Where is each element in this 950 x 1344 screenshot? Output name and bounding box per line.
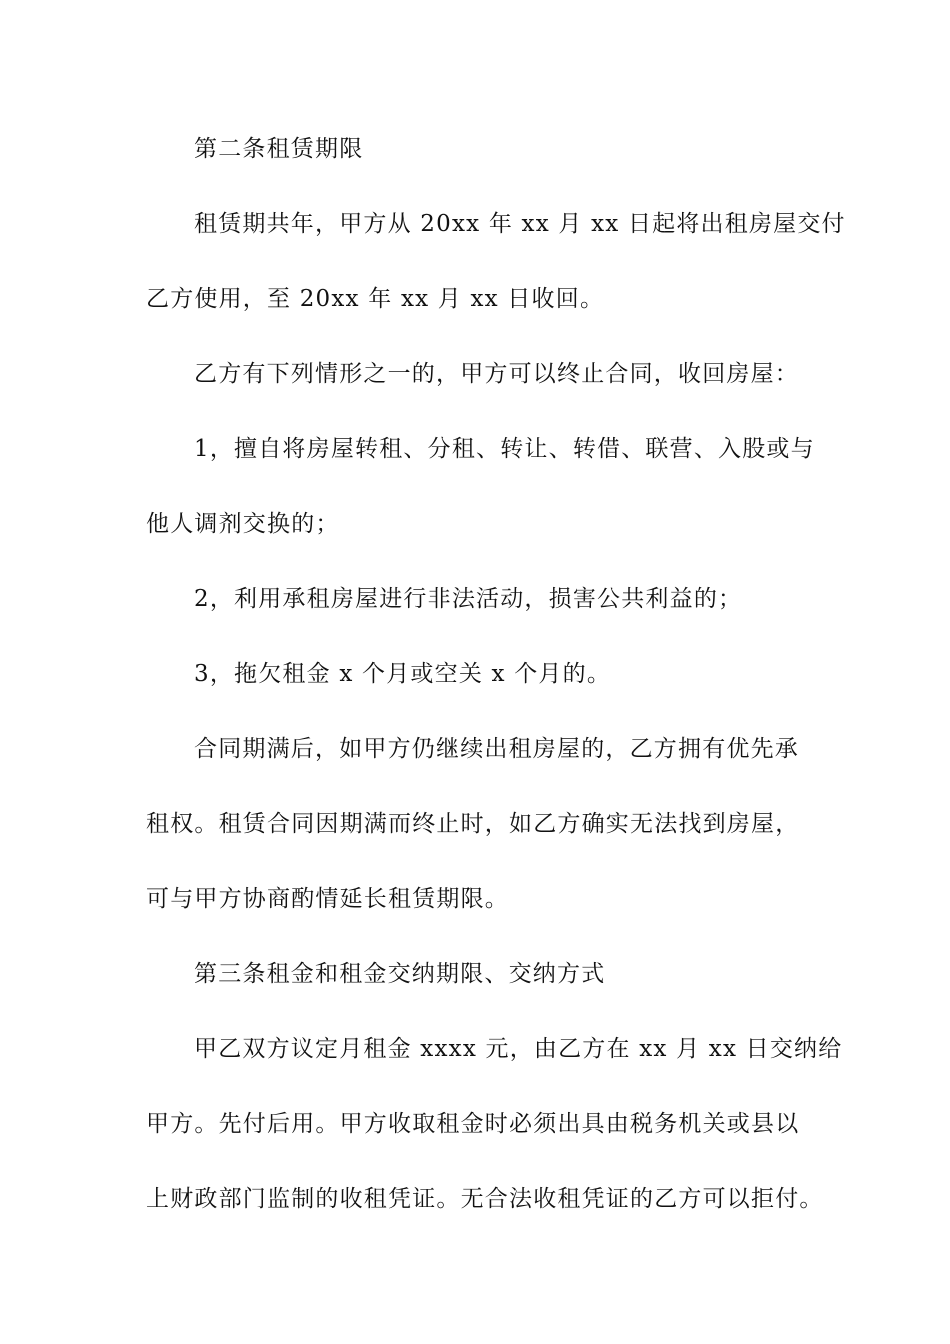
paragraph-line: 甲方。先付后用。甲方收取租金时必须出具由税务机关或县以 — [146, 1111, 800, 1137]
document-body — [146, 112, 846, 1237]
paragraph-line: 租赁期共年，甲方从 20xx 年 xx 月 xx 日起将出租房屋交付 — [194, 211, 846, 237]
paragraph-line: 租权。租赁合同因期满而终止时，如乙方确实无法找到房屋， — [146, 811, 800, 837]
list-item-1-continued: 他人调剂交换的； — [146, 511, 340, 537]
section-heading-lease-term: 第二条租赁期限 — [194, 136, 364, 162]
paragraph-line: 甲乙双方议定月租金 xxxx 元，由乙方在 xx 月 xx 日交纳给 — [194, 1036, 843, 1062]
paragraph-line: 乙方使用，至 20xx 年 xx 月 xx 日收回。 — [146, 286, 605, 312]
paragraph-line: 上财政部门监制的收租凭证。无合法收租凭证的乙方可以拒付。 — [146, 1186, 824, 1212]
paragraph-line: 可与甲方协商酌情延长租赁期限。 — [146, 886, 509, 912]
list-item-2: 2，利用承租房屋进行非法活动，损害公共利益的； — [194, 586, 743, 612]
paragraph-line: 合同期满后，如甲方仍继续出租房屋的，乙方拥有优先承 — [194, 736, 799, 762]
paragraph-line: 乙方有下列情形之一的，甲方可以终止合同，收回房屋： — [194, 361, 799, 387]
list-item-3: 3，拖欠租金 x 个月或空关 x 个月的。 — [194, 661, 612, 687]
section-heading-rent: 第三条租金和租金交纳期限、交纳方式 — [194, 961, 606, 987]
list-item-1: 1，擅自将房屋转租、分租、转让、转借、联营、入股或与 — [194, 436, 815, 462]
